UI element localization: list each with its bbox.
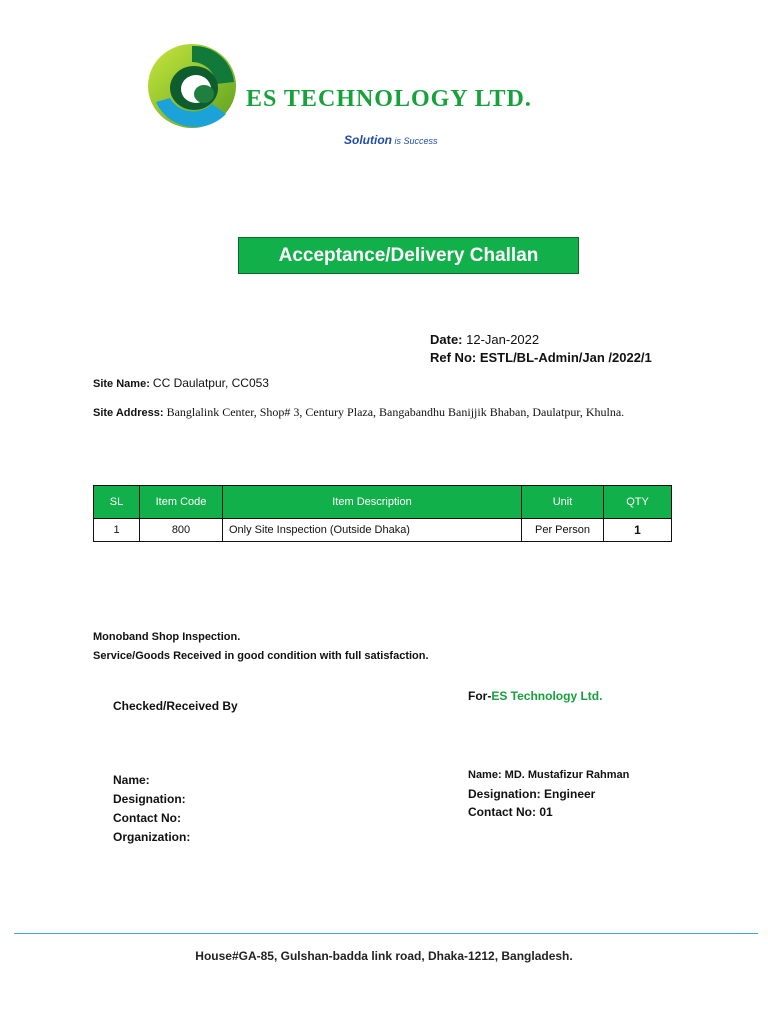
for-prefix: For-	[468, 689, 492, 703]
received-by-heading: Checked/Received By	[113, 699, 238, 713]
receiver-name-label: Name:	[113, 773, 150, 787]
ref-value: ESTL/BL-Admin/Jan /2022/1	[479, 350, 652, 365]
table-row	[94, 519, 672, 542]
items-table	[93, 485, 672, 542]
ref-label: Ref No:	[430, 350, 480, 365]
site-name	[93, 376, 269, 390]
receiver-organization-label: Organization:	[113, 830, 191, 844]
receiver-designation-label: Designation:	[113, 792, 186, 806]
receiver-contact-label: Contact No:	[113, 811, 181, 825]
cell-unit: Per Person	[522, 519, 604, 542]
date-line	[430, 332, 539, 347]
issuer-designation: Designation: Engineer	[468, 787, 596, 801]
col-unit: Unit	[522, 486, 604, 519]
col-item-code: Item Code	[140, 486, 223, 519]
table-header-row	[94, 486, 672, 519]
cell-qty: 1	[604, 519, 672, 542]
issuer-contact: Contact No: 01	[468, 805, 553, 819]
site-name-label: Site Name:	[93, 378, 153, 390]
col-item-description: Item Description	[223, 486, 522, 519]
date-label: Date:	[430, 332, 467, 347]
tagline-rest: is Success	[392, 136, 438, 146]
date-value: 12-Jan-2022	[466, 332, 540, 347]
col-sl: SL	[94, 486, 140, 519]
company-tagline	[344, 133, 438, 147]
note-satisfaction: Service/Goods Received in good condition with full satisfaction.	[93, 650, 429, 662]
site-name-value: CC Daulatpur, CC053	[152, 376, 269, 390]
footer-address: House#GA-85, Gulshan-badda link road, Dhaka-1212, Bangladesh.	[195, 949, 573, 963]
footer-divider	[14, 933, 758, 934]
cell-item-description: Only Site Inspection (Outside Dhaka)	[223, 519, 522, 542]
for-company-name: ES Technology Ltd.	[491, 689, 603, 703]
note-inspection: Monoband Shop Inspection.	[93, 631, 241, 643]
cell-sl: 1	[94, 519, 140, 542]
site-address	[93, 404, 653, 421]
for-company	[468, 689, 602, 703]
site-address-label: Site Address:	[93, 407, 167, 419]
site-address-value: Banglalink Center, Shop# 3, Century Plaza, Bangabandhu Banijjik Bhaban, Daulatpur, Khulna.	[166, 405, 625, 419]
issuer-name: Name: MD. Mustafizur Rahman	[468, 769, 630, 781]
document-title: Acceptance/Delivery Challan	[238, 237, 579, 274]
es-logo-icon	[146, 42, 242, 132]
company-name: ES TECHNOLOGY LTD.	[246, 86, 532, 112]
ref-line	[430, 350, 652, 365]
cell-item-code: 800	[140, 519, 223, 542]
col-qty: QTY	[604, 486, 672, 519]
tagline-strong: Solution	[344, 133, 392, 147]
